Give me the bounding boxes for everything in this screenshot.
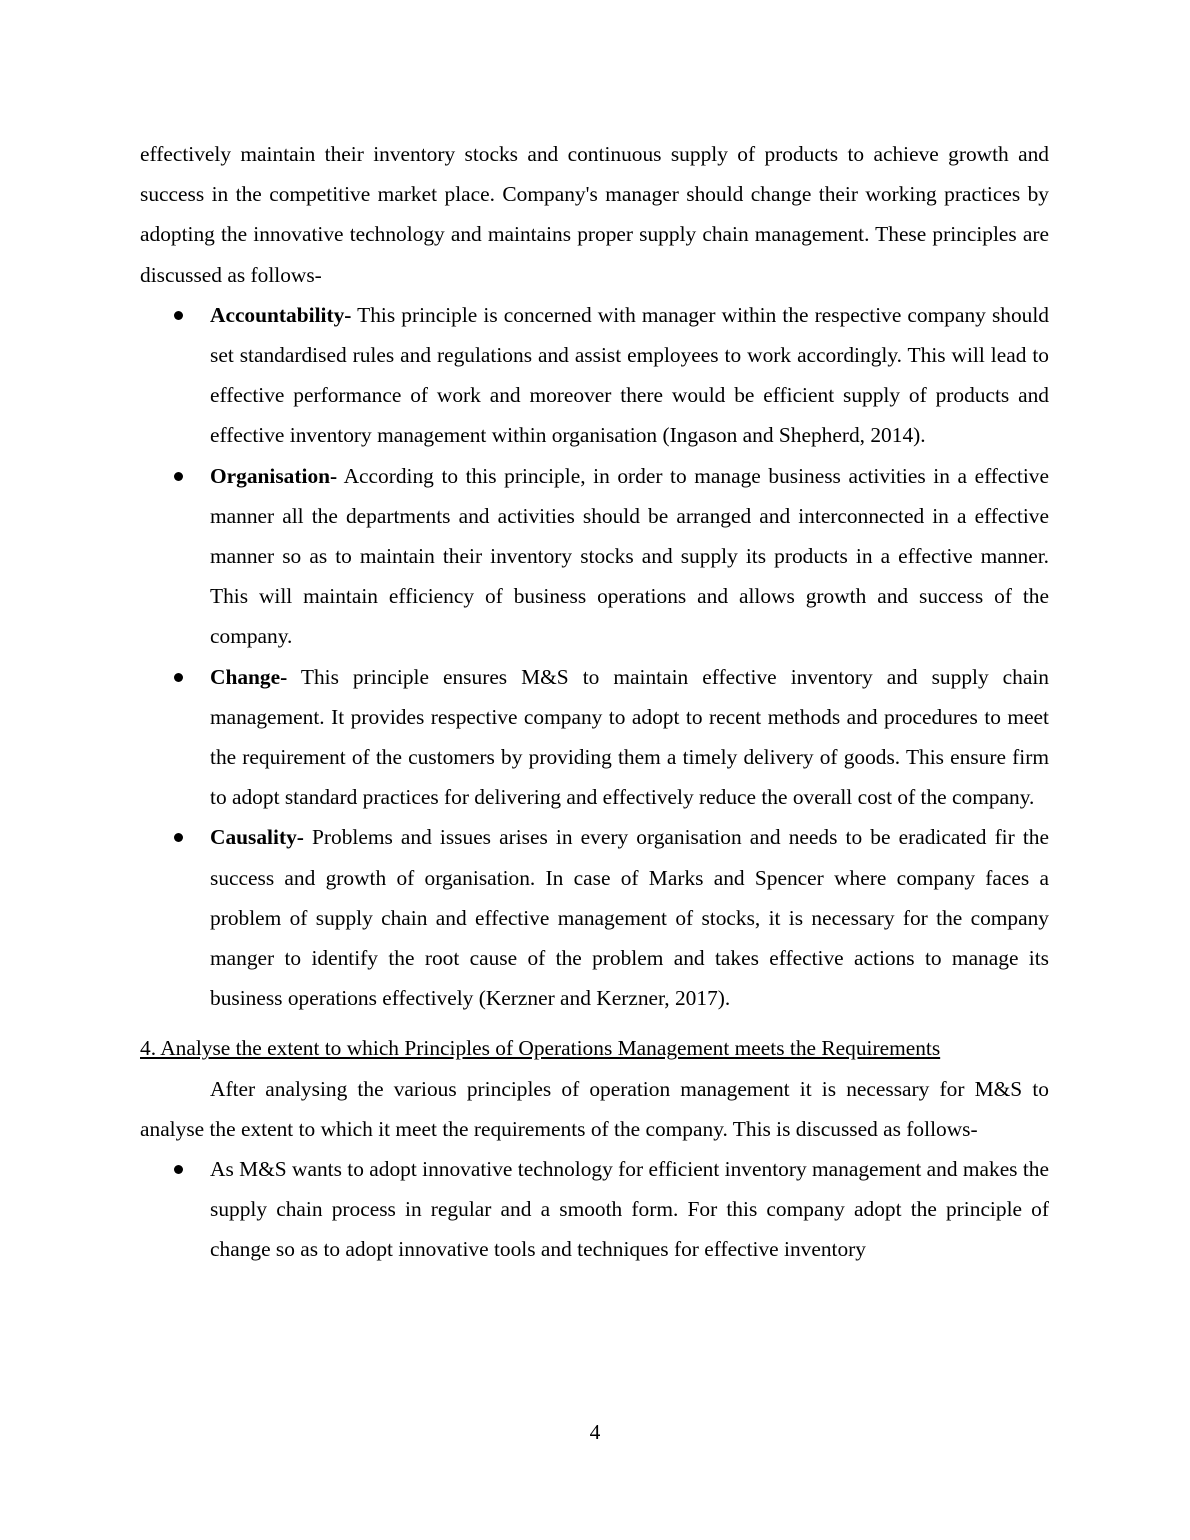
principle-term: Organisation-	[210, 463, 338, 488]
requirement-text: As M&S wants to adopt innovative technology for efficient inventory management and makes the supply chain process in regular and a smooth form. For this company adopt the principle of change so as to adopt innovative tools and techniques for effective inventory	[210, 1157, 1049, 1262]
list-item-organisation	[140, 456, 1049, 657]
document-page	[140, 134, 1049, 1270]
list-item-requirement	[140, 1149, 1049, 1270]
principle-text: This principle ensures M&S to maintain effective inventory and supply chain management. It provides respective company to adopt to recent methods and procedures to meet the requirement of the customers by providing them a timely delivery of goods. This ensure firm to adopt standard practices for delivering and effectively reduce the overall cost of the company.	[210, 664, 1049, 810]
principle-text: According to this principle, in order to manage business activities in a effective manner all the departments and activities should be arranged and interconnected in a effective manner so as to maintain their inventory stocks and supply its products in a effective manner. This will maintain efficiency of business operations and allows growth and success of the company.	[210, 463, 1049, 649]
principle-term: Change-	[210, 664, 288, 689]
principle-term: Causality-	[210, 825, 304, 850]
bullet-icon	[174, 311, 183, 320]
section-heading: 4. Analyse the extent to which Principles of Operations Management meets the Requirements	[140, 1036, 941, 1061]
principle-text: This principle is concerned with manager within the respective company should set standardised rules and regulations and assist employees to work accordingly. This will lead to effective performance of work and moreover there would be efficient supply of products and effective inventory management within organisation (Ingason and Shepherd, 2014).	[210, 302, 1049, 448]
page-number: 4	[589, 1420, 601, 1444]
principle-text: Problems and issues arises in every organisation and needs to be eradicated fir the success and growth of organisation. In case of Marks and Spencer where company faces a problem of supply chain and effective management of stocks, it is necessary for the company manger to identify the root cause of the problem and takes effective actions to manage its business operations effectively (Kerzner and Kerzner, 2017).	[210, 825, 1049, 1011]
bullet-icon	[174, 472, 183, 481]
list-item-change	[140, 657, 1049, 818]
section-paragraph: After analysing the various principles of operation management it is necessary for M&S to analyse the extent to which it meet the requirements of the company. This is discussed as follows-	[140, 1076, 1049, 1141]
requirements-list	[140, 1149, 1049, 1270]
bullet-icon	[174, 673, 183, 682]
bullet-icon	[174, 833, 183, 842]
principle-term: Accountability-	[210, 302, 352, 327]
list-item-accountability	[140, 295, 1049, 456]
intro-paragraph: effectively maintain their inventory stocks and continuous supply of products to achieve growth and success in the competitive market place. Company's manager should change their working practices by adopting the innovative technology and maintains proper supply chain management. These principles are discussed as follows-	[140, 142, 1049, 287]
bullet-icon	[174, 1165, 183, 1174]
list-item-causality	[140, 817, 1049, 1018]
principles-list	[140, 295, 1049, 1019]
